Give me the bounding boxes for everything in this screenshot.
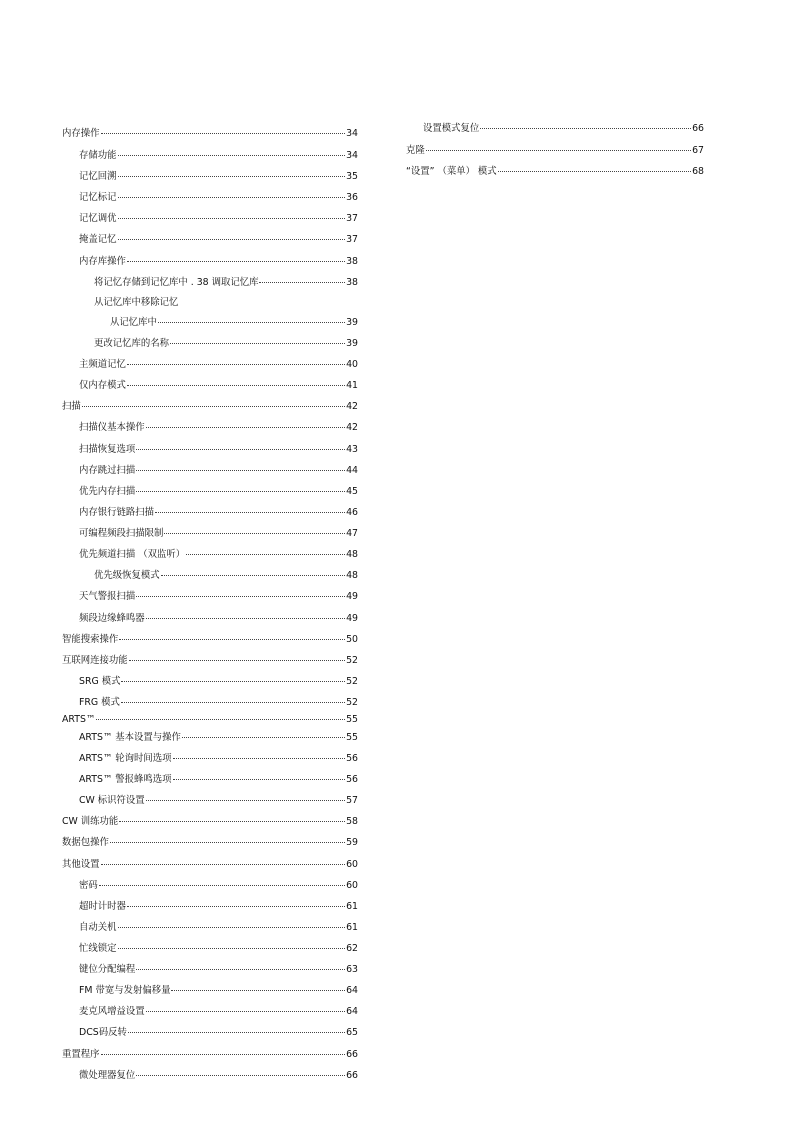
toc-entry[interactable] <box>62 613 358 625</box>
toc-entry[interactable] <box>62 570 358 582</box>
dot-leader <box>426 150 691 151</box>
toc-entry[interactable] <box>62 591 358 603</box>
toc-entry-page-number: 60 <box>346 880 358 891</box>
toc-entry-page-number: 66 <box>346 1049 358 1060</box>
dot-leader <box>498 171 691 172</box>
dot-leader <box>110 842 345 843</box>
toc-entry-title: 将记忆存储到记忆库中 . 38 调取记忆库 <box>94 277 259 288</box>
toc-entry[interactable] <box>62 297 358 309</box>
toc-entry[interactable] <box>62 1070 358 1082</box>
toc-entry-page-number: 63 <box>346 964 358 975</box>
dot-leader <box>127 364 345 365</box>
toc-entry[interactable] <box>62 128 358 140</box>
toc-entry-title: ARTS™ 基本设置与操作 <box>79 732 181 743</box>
toc-entry-title: 记忆回溯 <box>79 171 117 182</box>
toc-entry-title: 记忆调优 <box>79 213 117 224</box>
dot-leader <box>136 596 345 597</box>
toc-entry-title: 频段边缘蜂鸣器 <box>79 613 145 624</box>
toc-entry[interactable] <box>62 192 358 204</box>
toc-entry-page-number: 47 <box>346 528 358 539</box>
toc-entry-title: 可编程频段扫描限制 <box>79 528 164 539</box>
toc-entry-title: FM 带宽与发射偏移量 <box>79 985 171 996</box>
toc-entry-title: 扫描仪基本操作 <box>79 422 145 433</box>
toc-entry-title: ARTS™ 轮询时间选项 <box>79 753 172 764</box>
toc-entry-title: 主频道记忆 <box>79 359 126 370</box>
toc-entry-page-number: 61 <box>346 901 358 912</box>
toc-entry[interactable] <box>62 732 358 744</box>
toc-entry[interactable] <box>62 774 358 786</box>
toc-entry-title: 忙线锁定 <box>79 943 117 954</box>
dot-leader <box>136 491 345 492</box>
toc-entry-page-number: 40 <box>346 359 358 370</box>
dot-leader <box>129 660 345 661</box>
toc-entry-title: SRG 模式 <box>79 676 121 687</box>
dot-leader <box>136 470 345 471</box>
toc-entry[interactable] <box>62 422 358 434</box>
toc-entry[interactable] <box>62 795 358 807</box>
toc-entry[interactable] <box>62 816 358 828</box>
toc-entry[interactable] <box>62 528 358 540</box>
dot-leader <box>118 948 346 949</box>
toc-entry-page-number: 57 <box>346 795 358 806</box>
toc-entry-page-number: 35 <box>346 171 358 182</box>
toc-entry-page-number: 49 <box>346 591 358 602</box>
dot-leader <box>101 1054 346 1055</box>
toc-entry-title: 智能搜索操作 <box>62 634 119 645</box>
dot-leader <box>164 533 345 534</box>
dot-leader <box>182 737 345 738</box>
toc-entry[interactable] <box>62 277 358 289</box>
toc-entry-title: 从记忆库中 <box>110 317 157 328</box>
toc-entry-title: 扫描 <box>62 401 81 412</box>
dot-leader <box>480 128 691 129</box>
dot-leader <box>101 133 346 134</box>
toc-entry-title: 自动关机 <box>79 922 117 933</box>
toc-entry[interactable] <box>62 964 358 976</box>
toc-entry-title: 存储功能 <box>79 150 117 161</box>
toc-entry-title: 微处理器复位 <box>79 1070 136 1081</box>
toc-entry-page-number: 62 <box>346 943 358 954</box>
toc-entry[interactable] <box>62 465 358 477</box>
toc-entry-title: 内存库操作 <box>79 256 126 267</box>
dot-leader <box>259 282 345 283</box>
toc-entry-page-number: 55 <box>346 714 358 725</box>
dot-leader <box>118 927 346 928</box>
dot-leader <box>121 681 345 682</box>
dot-leader <box>136 1075 345 1076</box>
toc-entry[interactable] <box>62 549 358 561</box>
dot-leader <box>161 575 345 576</box>
toc-entry[interactable] <box>62 234 358 246</box>
dot-leader <box>101 864 346 865</box>
toc-entry-title: 内存银行链路扫描 <box>79 507 155 518</box>
toc-entry-page-number: 66 <box>346 1070 358 1081</box>
toc-entry-page-number: 39 <box>346 338 358 349</box>
toc-entry[interactable] <box>62 837 358 849</box>
toc-entry[interactable] <box>62 401 358 413</box>
toc-entry-title: 优先级恢复模式 <box>94 570 160 581</box>
toc-entry-page-number: 49 <box>346 613 358 624</box>
toc-entry-page-number: 52 <box>346 676 358 687</box>
toc-entry[interactable] <box>62 171 358 183</box>
toc-entry-page-number: 56 <box>346 753 358 764</box>
toc-entry-title: 键位分配编程 <box>79 964 136 975</box>
toc-entry-page-number: 61 <box>346 922 358 933</box>
toc-entry[interactable] <box>406 145 704 157</box>
toc-entry-title: 数据包操作 <box>62 837 109 848</box>
toc-entry[interactable] <box>62 634 358 646</box>
dot-leader <box>158 322 345 323</box>
dot-leader <box>170 343 345 344</box>
toc-entry-page-number: 56 <box>346 774 358 785</box>
toc-entry-title: 更改记忆库的名称 <box>94 338 170 349</box>
toc-entry-page-number: 66 <box>692 123 704 134</box>
dot-leader <box>118 218 346 219</box>
toc-entry-page-number: 37 <box>346 213 358 224</box>
toc-entry-title: FRG 模式 <box>79 697 120 708</box>
toc-entry[interactable] <box>62 444 358 456</box>
toc-entry-title: 内存操作 <box>62 128 100 139</box>
toc-entry-title: 重置程序 <box>62 1049 100 1060</box>
toc-entry-title: “设置” （菜单） 模式 <box>406 166 497 177</box>
toc-entry-page-number: 38 <box>346 277 358 288</box>
toc-entry-title: 掩盖记忆 <box>79 234 117 245</box>
toc-entry-page-number: 41 <box>346 380 358 391</box>
toc-entry-page-number: 34 <box>346 128 358 139</box>
toc-entry-title: 记忆标记 <box>79 192 117 203</box>
toc-entry[interactable] <box>62 380 358 392</box>
toc-entry-page-number: 67 <box>692 145 704 156</box>
toc-entry[interactable] <box>62 1049 358 1061</box>
toc-entry-page-number: 39 <box>346 317 358 328</box>
toc-entry[interactable] <box>62 507 358 519</box>
toc-entry-title: ARTS™ 警报蜂鸣选项 <box>79 774 172 785</box>
toc-entry-title: ARTS™ <box>62 714 96 725</box>
toc-entry[interactable] <box>62 338 358 350</box>
dot-leader <box>118 239 346 240</box>
toc-entry[interactable] <box>62 901 358 913</box>
dot-leader <box>146 427 345 428</box>
toc-entry-page-number: 48 <box>346 570 358 581</box>
dot-leader <box>119 639 345 640</box>
toc-entry-page-number: 34 <box>346 150 358 161</box>
dot-leader <box>121 702 345 703</box>
dot-leader <box>146 1011 345 1012</box>
toc-entry-page-number: 65 <box>346 1027 358 1038</box>
toc-entry-page-number: 43 <box>346 444 358 455</box>
dot-leader <box>146 618 345 619</box>
toc-entry[interactable] <box>62 655 358 667</box>
toc-entry-title: 麦克风增益设置 <box>79 1006 145 1017</box>
toc-entry-title: 互联网连接功能 <box>62 655 128 666</box>
dot-leader <box>118 176 346 177</box>
dot-leader <box>99 885 345 886</box>
toc-entry-title: 优先频道扫描 （双监听） <box>79 549 186 560</box>
toc-entry-page-number: 38 <box>346 256 358 267</box>
toc-entry-page-number: 46 <box>346 507 358 518</box>
toc-entry[interactable] <box>406 123 704 135</box>
toc-entry-title: 超时计时器 <box>79 901 126 912</box>
toc-entry-page-number: 45 <box>346 486 358 497</box>
dot-leader <box>118 155 346 156</box>
toc-entry-title: 克隆 <box>406 145 425 156</box>
toc-entry[interactable] <box>62 676 358 688</box>
toc-entry-page-number: 48 <box>346 549 358 560</box>
dot-leader <box>96 719 345 720</box>
dot-leader <box>136 969 345 970</box>
dot-leader <box>171 990 345 991</box>
toc-entry-page-number: 64 <box>346 985 358 996</box>
dot-leader <box>146 800 345 801</box>
toc-entry-page-number: 55 <box>346 732 358 743</box>
toc-entry-title: 设置模式复位 <box>423 123 480 134</box>
toc-entry-page-number: 59 <box>346 837 358 848</box>
toc-entry[interactable] <box>62 943 358 955</box>
toc-entry-page-number: 58 <box>346 816 358 827</box>
dot-leader <box>127 906 345 907</box>
dot-leader <box>173 779 346 780</box>
toc-entry-title: DCS码反转 <box>79 1027 127 1038</box>
toc-entry-page-number: 60 <box>346 859 358 870</box>
dot-leader <box>155 512 345 513</box>
toc-entry-page-number: 52 <box>346 697 358 708</box>
toc-entry[interactable] <box>62 859 358 871</box>
toc-entry[interactable] <box>62 697 358 709</box>
toc-entry[interactable] <box>62 256 358 268</box>
toc-entry-title: 扫描恢复选项 <box>79 444 136 455</box>
toc-entry-page-number: 50 <box>346 634 358 645</box>
toc-entry[interactable] <box>62 359 358 371</box>
dot-leader <box>82 406 345 407</box>
toc-entry[interactable] <box>62 1027 358 1039</box>
toc-entry-page-number: 44 <box>346 465 358 476</box>
toc-entry-page-number: 36 <box>346 192 358 203</box>
toc-entry-title: CW 训练功能 <box>62 816 119 827</box>
toc-entry-title: 从记忆库中移除记忆 <box>94 297 179 308</box>
dot-leader <box>128 1032 345 1033</box>
toc-entry-title: 仅内存模式 <box>79 380 126 391</box>
toc-entry-title: 天气警报扫描 <box>79 591 136 602</box>
dot-leader <box>173 758 346 759</box>
toc-entry[interactable] <box>62 880 358 892</box>
toc-entry-page-number: 64 <box>346 1006 358 1017</box>
toc-entry[interactable] <box>62 922 358 934</box>
toc-entry-title: 内存跳过扫描 <box>79 465 136 476</box>
toc-entry-page-number: 37 <box>346 234 358 245</box>
toc-entry[interactable] <box>406 166 704 178</box>
dot-leader <box>119 821 345 822</box>
toc-entry-title: CW 标识符设置 <box>79 795 145 806</box>
toc-entry-page-number: 68 <box>692 166 704 177</box>
toc-entry[interactable] <box>62 486 358 498</box>
toc-entry-page-number: 52 <box>346 655 358 666</box>
toc-entry[interactable] <box>62 753 358 765</box>
toc-entry[interactable] <box>62 150 358 162</box>
toc-entry[interactable] <box>62 1006 358 1018</box>
dot-leader <box>136 449 345 450</box>
toc-entry[interactable] <box>62 213 358 225</box>
toc-entry-title: 密码 <box>79 880 98 891</box>
toc-entry[interactable] <box>62 317 358 329</box>
toc-entry-page-number: 42 <box>346 422 358 433</box>
toc-entry[interactable] <box>62 985 358 997</box>
dot-leader <box>118 197 346 198</box>
toc-entry-page-number: 42 <box>346 401 358 412</box>
toc-entry-title: 优先内存扫描 <box>79 486 136 497</box>
dot-leader <box>127 385 345 386</box>
toc-entry-title: 其他设置 <box>62 859 100 870</box>
dot-leader <box>186 554 345 555</box>
toc-entry[interactable] <box>62 714 358 726</box>
dot-leader <box>127 261 345 262</box>
